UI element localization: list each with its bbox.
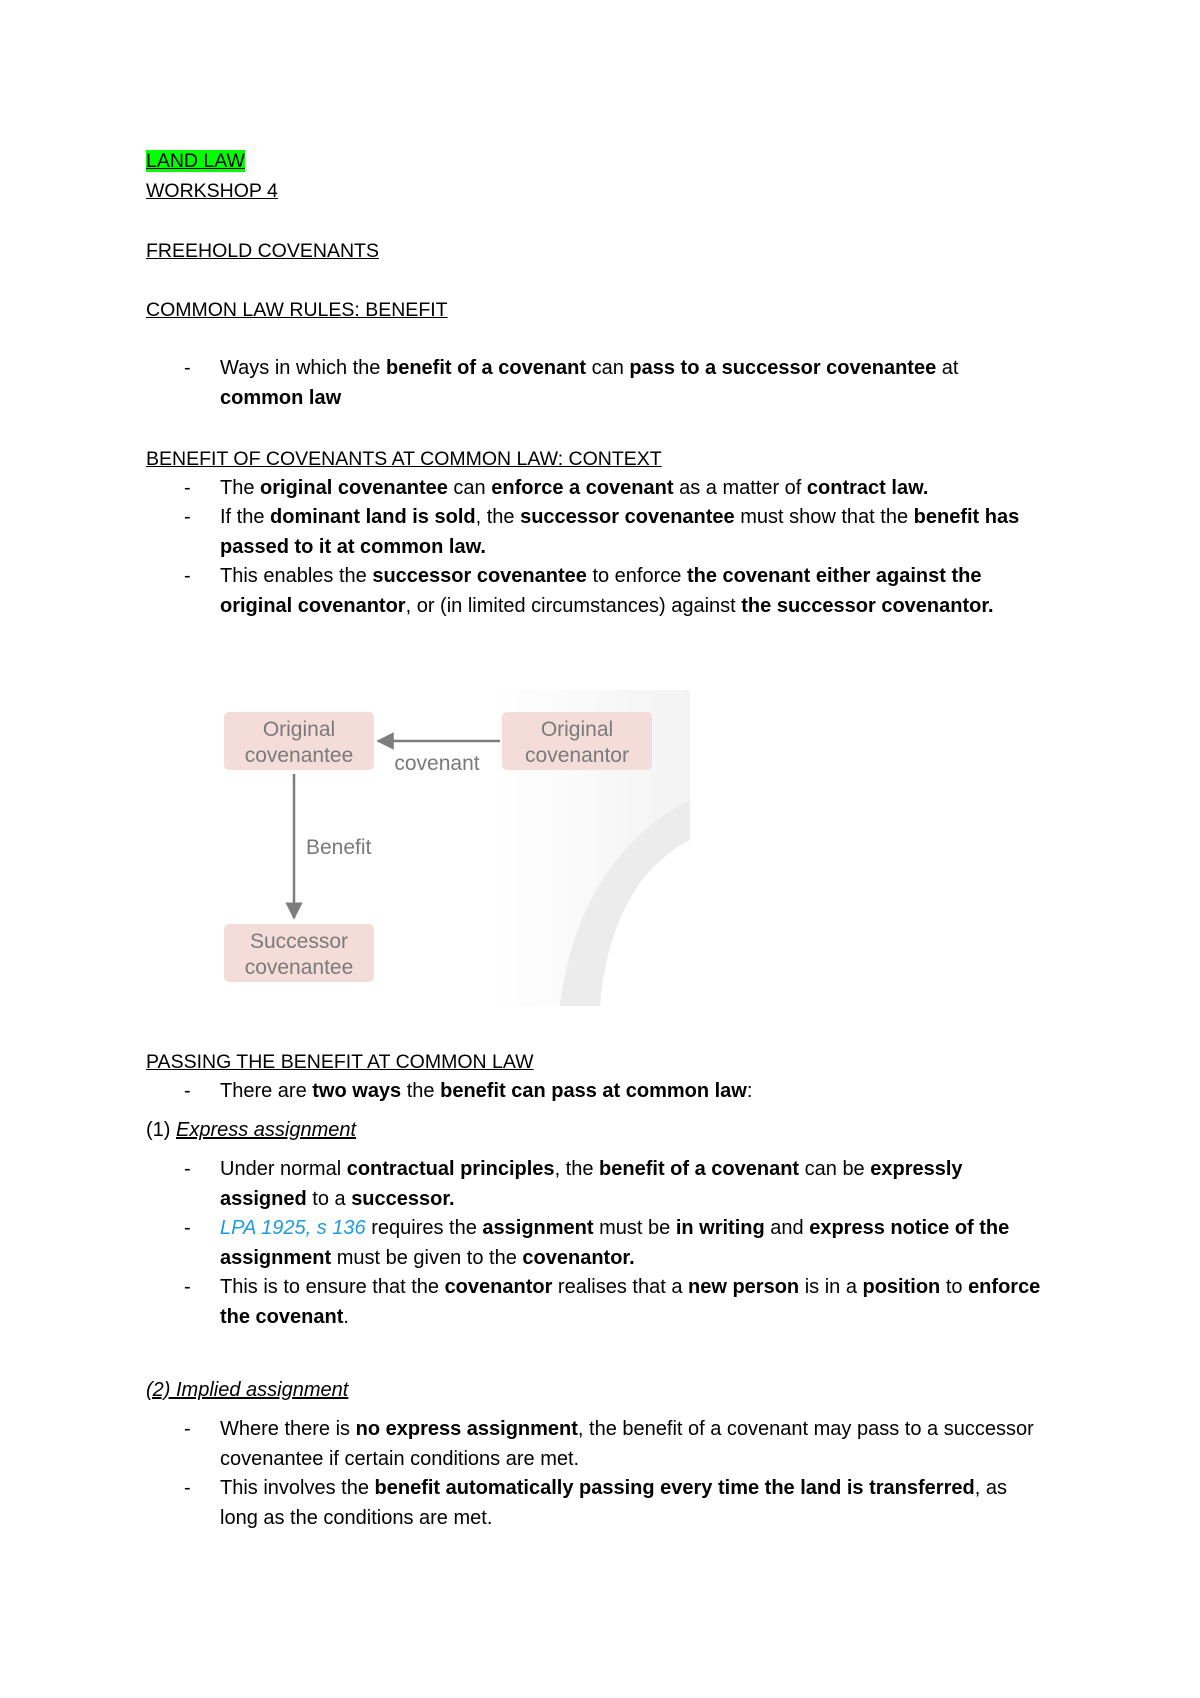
text-run: and xyxy=(764,1217,810,1239)
text-run: at xyxy=(936,357,959,379)
bold-text-run: common law xyxy=(220,386,342,409)
doc-subtitle: WORKSHOP 4 xyxy=(146,180,278,202)
text-run: , the xyxy=(554,1158,600,1180)
bold-text-run: contract law. xyxy=(806,477,929,499)
bold-text-run: contractual principles xyxy=(346,1158,555,1180)
bold-text-run: benefit can pass at common law xyxy=(440,1080,747,1102)
bullet-dash: - xyxy=(184,1276,191,1298)
implied-assignment-heading: (2) Implied assignment xyxy=(146,1379,349,1401)
bold-text-run: enforce a covenant xyxy=(491,477,674,499)
bullet-text xyxy=(220,1273,1046,1332)
text-run: , the benefit of a covenant may pass to a successor covenantee if certain conditions are met. xyxy=(220,1418,1034,1470)
text-run: , the xyxy=(475,506,521,528)
text-run: must be given to the xyxy=(331,1246,523,1269)
bullet-text xyxy=(220,562,1046,621)
bold-text-run: the successor covenantor. xyxy=(741,594,994,617)
bold-text-run: benefit of a covenant xyxy=(599,1158,800,1180)
bold-text-run: covenantor. xyxy=(522,1246,635,1269)
text-run: Where there is xyxy=(220,1418,356,1440)
text-run: is in a xyxy=(799,1276,863,1298)
text-run: If the xyxy=(220,506,271,528)
bold-text-run: covenantor xyxy=(444,1276,553,1298)
box-label-line: covenantee xyxy=(244,744,354,767)
context-bullet xyxy=(146,503,1046,562)
express-label: Express assignment xyxy=(176,1119,357,1141)
bullet-text xyxy=(220,1474,1046,1533)
bullet-text xyxy=(220,1415,1046,1474)
text-run: , or (in limited circumstances) against xyxy=(405,594,742,617)
implied-bullet xyxy=(146,1415,1046,1474)
box-label-line: covenantor xyxy=(525,744,629,767)
bold-text-run: two ways xyxy=(312,1080,402,1102)
text-run: This is to ensure that the xyxy=(220,1276,445,1298)
bold-text-run: successor. xyxy=(351,1187,455,1210)
text-run: , as long as the conditions are met. xyxy=(220,1477,1007,1529)
bullet-text xyxy=(220,1155,1046,1214)
bold-text-run: no express assignment xyxy=(355,1418,578,1440)
box-label-line: covenantee xyxy=(244,956,354,979)
express-number: (1) xyxy=(146,1119,176,1141)
covenant-diagram xyxy=(210,690,690,1006)
text-run: There are xyxy=(220,1080,313,1102)
context-bullet xyxy=(146,562,1046,621)
bullet-dash: - xyxy=(184,506,191,528)
text-run: must show that the xyxy=(734,506,914,528)
bold-text-run: new person xyxy=(688,1276,800,1298)
covenant-diagram-svg xyxy=(210,690,690,1006)
bold-text-run: original covenantee xyxy=(260,477,448,499)
text-run: Ways in which the xyxy=(220,357,386,379)
text-run: as a matter of xyxy=(673,477,807,499)
intro-bullet xyxy=(146,354,1046,413)
passing-bullet xyxy=(146,1077,1046,1107)
box-label-line: Original xyxy=(540,718,614,741)
bold-text-run: expressly assigned xyxy=(220,1158,963,1210)
doc-title xyxy=(146,146,245,176)
implied-bullet xyxy=(146,1474,1046,1533)
box-label-line: Original xyxy=(262,718,336,741)
section-heading-benefit: COMMON LAW RULES: BENEFIT xyxy=(146,299,448,321)
express-bullet xyxy=(146,1155,1046,1214)
text-run: can xyxy=(586,357,630,379)
box-original-covenantor xyxy=(502,712,652,770)
bullet-dash: - xyxy=(184,1477,191,1499)
bold-text-run: the covenant either against the original covenantor xyxy=(220,565,982,617)
covenant-arrow-label: covenant xyxy=(394,752,480,775)
text-run: the xyxy=(401,1080,441,1102)
bullet-dash: - xyxy=(184,565,191,587)
bold-text-run: pass to a successor covenantee xyxy=(629,357,937,379)
text-run: to enforce xyxy=(586,565,687,587)
box-original-covenantee xyxy=(224,712,374,770)
bullet-text xyxy=(220,354,1046,413)
context-bullet xyxy=(146,474,1046,504)
topic-heading: FREEHOLD COVENANTS xyxy=(146,240,379,262)
bold-text-run: position xyxy=(862,1276,941,1298)
text-run: requires the xyxy=(365,1217,483,1239)
bullet-dash: - xyxy=(184,1217,191,1239)
express-bullet xyxy=(146,1214,1046,1273)
bullet-text xyxy=(220,1214,1046,1273)
bold-text-run: successor covenantee xyxy=(520,506,735,528)
text-run: must be xyxy=(593,1217,676,1239)
bold-text-run: enforce the covenant xyxy=(220,1276,1041,1328)
text-run: to xyxy=(940,1276,969,1298)
text-run: can be xyxy=(799,1158,871,1180)
box-successor-covenantee xyxy=(224,924,374,982)
bold-text-run: express notice of the assignment xyxy=(220,1217,1010,1269)
benefit-arrow-label: Benefit xyxy=(306,836,372,859)
text-run: Under normal xyxy=(220,1158,347,1180)
express-assignment-heading xyxy=(146,1115,356,1145)
text-run: to a xyxy=(306,1187,352,1210)
bold-text-run: successor covenantee xyxy=(372,565,587,587)
bullet-dash: - xyxy=(184,477,191,499)
title-text: LAND LAW xyxy=(146,150,245,172)
express-bullet xyxy=(146,1273,1046,1332)
text-run: realises that a xyxy=(552,1276,688,1298)
bold-text-run: assignment xyxy=(482,1217,594,1239)
text-run: : xyxy=(746,1080,753,1102)
bullet-dash: - xyxy=(184,1418,191,1440)
bold-text-run: in writing xyxy=(675,1217,765,1239)
bullet-text xyxy=(220,474,1046,504)
text-run: This enables the xyxy=(220,565,373,587)
bullet-text xyxy=(220,503,1046,562)
text-run: . xyxy=(343,1305,349,1328)
statute-reference: LPA 1925, s 136 xyxy=(220,1217,366,1239)
bold-text-run: benefit of a covenant xyxy=(386,357,587,379)
bullet-dash: - xyxy=(184,1158,191,1180)
bullet-dash: - xyxy=(184,1080,191,1102)
box-label-line: Successor xyxy=(249,930,349,953)
passing-heading: PASSING THE BENEFIT AT COMMON LAW xyxy=(146,1051,534,1073)
bullet-text xyxy=(220,1077,1046,1107)
bold-text-run: benefit has passed to it at common law. xyxy=(220,506,1020,558)
bold-text-run: benefit automatically passing every time the land is transferred xyxy=(374,1477,975,1499)
bullet-dash: - xyxy=(184,357,191,379)
bold-text-run: dominant land is sold xyxy=(270,506,476,528)
text-run: This involves the xyxy=(220,1477,375,1499)
text-run: The xyxy=(220,477,261,499)
context-heading: BENEFIT OF COVENANTS AT COMMON LAW: CONTEXT xyxy=(146,448,662,470)
text-run: can xyxy=(447,477,492,499)
